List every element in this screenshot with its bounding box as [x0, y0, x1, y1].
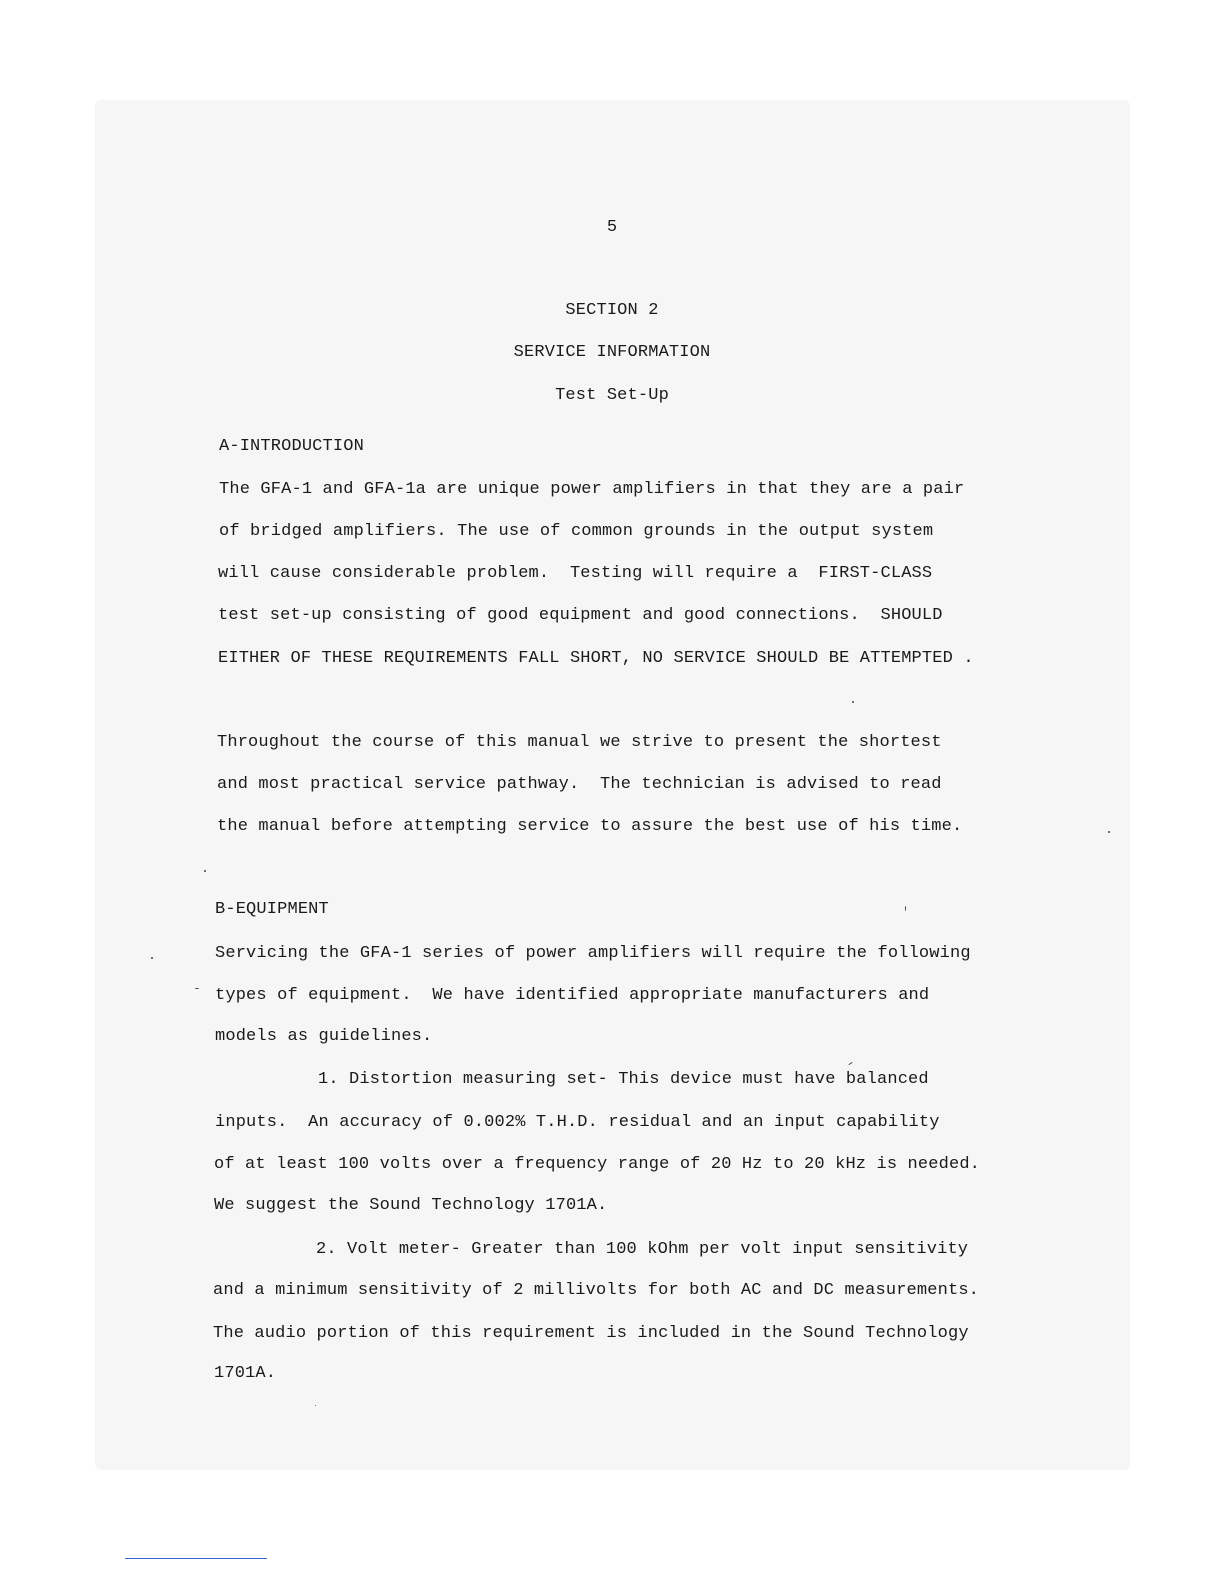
section-number: SECTION 2 — [565, 301, 659, 320]
page-number: 5 — [606, 218, 618, 237]
equipment-heading: B-EQUIPMENT — [215, 900, 329, 919]
text-line: models as guidelines. — [215, 1027, 433, 1046]
text-line: and a minimum sensitivity of 2 millivolts for both AC and DC measurements. — [213, 1281, 980, 1300]
page-bottom-rule — [125, 1558, 267, 1559]
text-line: types of equipment. We have identified appropriate manufacturers and — [215, 986, 930, 1005]
introduction-heading: A-INTRODUCTION — [219, 437, 364, 456]
text-line: 2. Volt meter- Greater than 100 kOhm per volt input sensitivity — [316, 1240, 969, 1259]
scan-speck — [852, 701, 854, 703]
text-line: Servicing the GFA-1 series of power amplifiers will require the following — [215, 944, 971, 963]
text-line: 1. Distortion measuring set- This device must have balanced — [318, 1070, 929, 1089]
text-line: the manual before attempting service to assure the best use of his time. — [217, 817, 963, 836]
scan-speck — [204, 870, 206, 872]
text-line: of at least 100 volts over a frequency range of 20 Hz to 20 kHz is needed. — [214, 1155, 981, 1174]
text-line: The GFA-1 and GFA-1a are unique power amplifiers in that they are a pair — [219, 480, 965, 499]
text-line: We suggest the Sound Technology 1701A. — [214, 1196, 608, 1215]
scan-speck — [151, 957, 153, 959]
text-line: will cause considerable problem. Testing will require a FIRST-CLASS — [218, 564, 933, 583]
text-line: The audio portion of this requirement is included in the Sound Technology — [213, 1324, 969, 1343]
text-line: 1701A. — [214, 1364, 277, 1383]
scan-speck — [195, 988, 199, 989]
section-title: SERVICE INFORMATION — [513, 343, 711, 362]
scan-speck — [905, 906, 906, 911]
text-line: of bridged amplifiers. The use of common grounds in the output system — [219, 522, 934, 541]
text-line: inputs. An accuracy of 0.002% T.H.D. residual and an input capability — [215, 1113, 940, 1132]
section-subtitle: Test Set-Up — [555, 386, 669, 405]
text-line: and most practical service pathway. The technician is advised to read — [217, 775, 942, 794]
scan-speck — [315, 1405, 316, 1406]
text-line: test set-up consisting of good equipment and good connections. SHOULD — [218, 606, 943, 625]
text-line: EITHER OF THESE REQUIREMENTS FALL SHORT, NO SERVICE SHOULD BE ATTEMPTED . — [218, 649, 974, 668]
scan-speck — [1108, 831, 1110, 833]
text-line: Throughout the course of this manual we strive to present the shortest — [217, 733, 942, 752]
